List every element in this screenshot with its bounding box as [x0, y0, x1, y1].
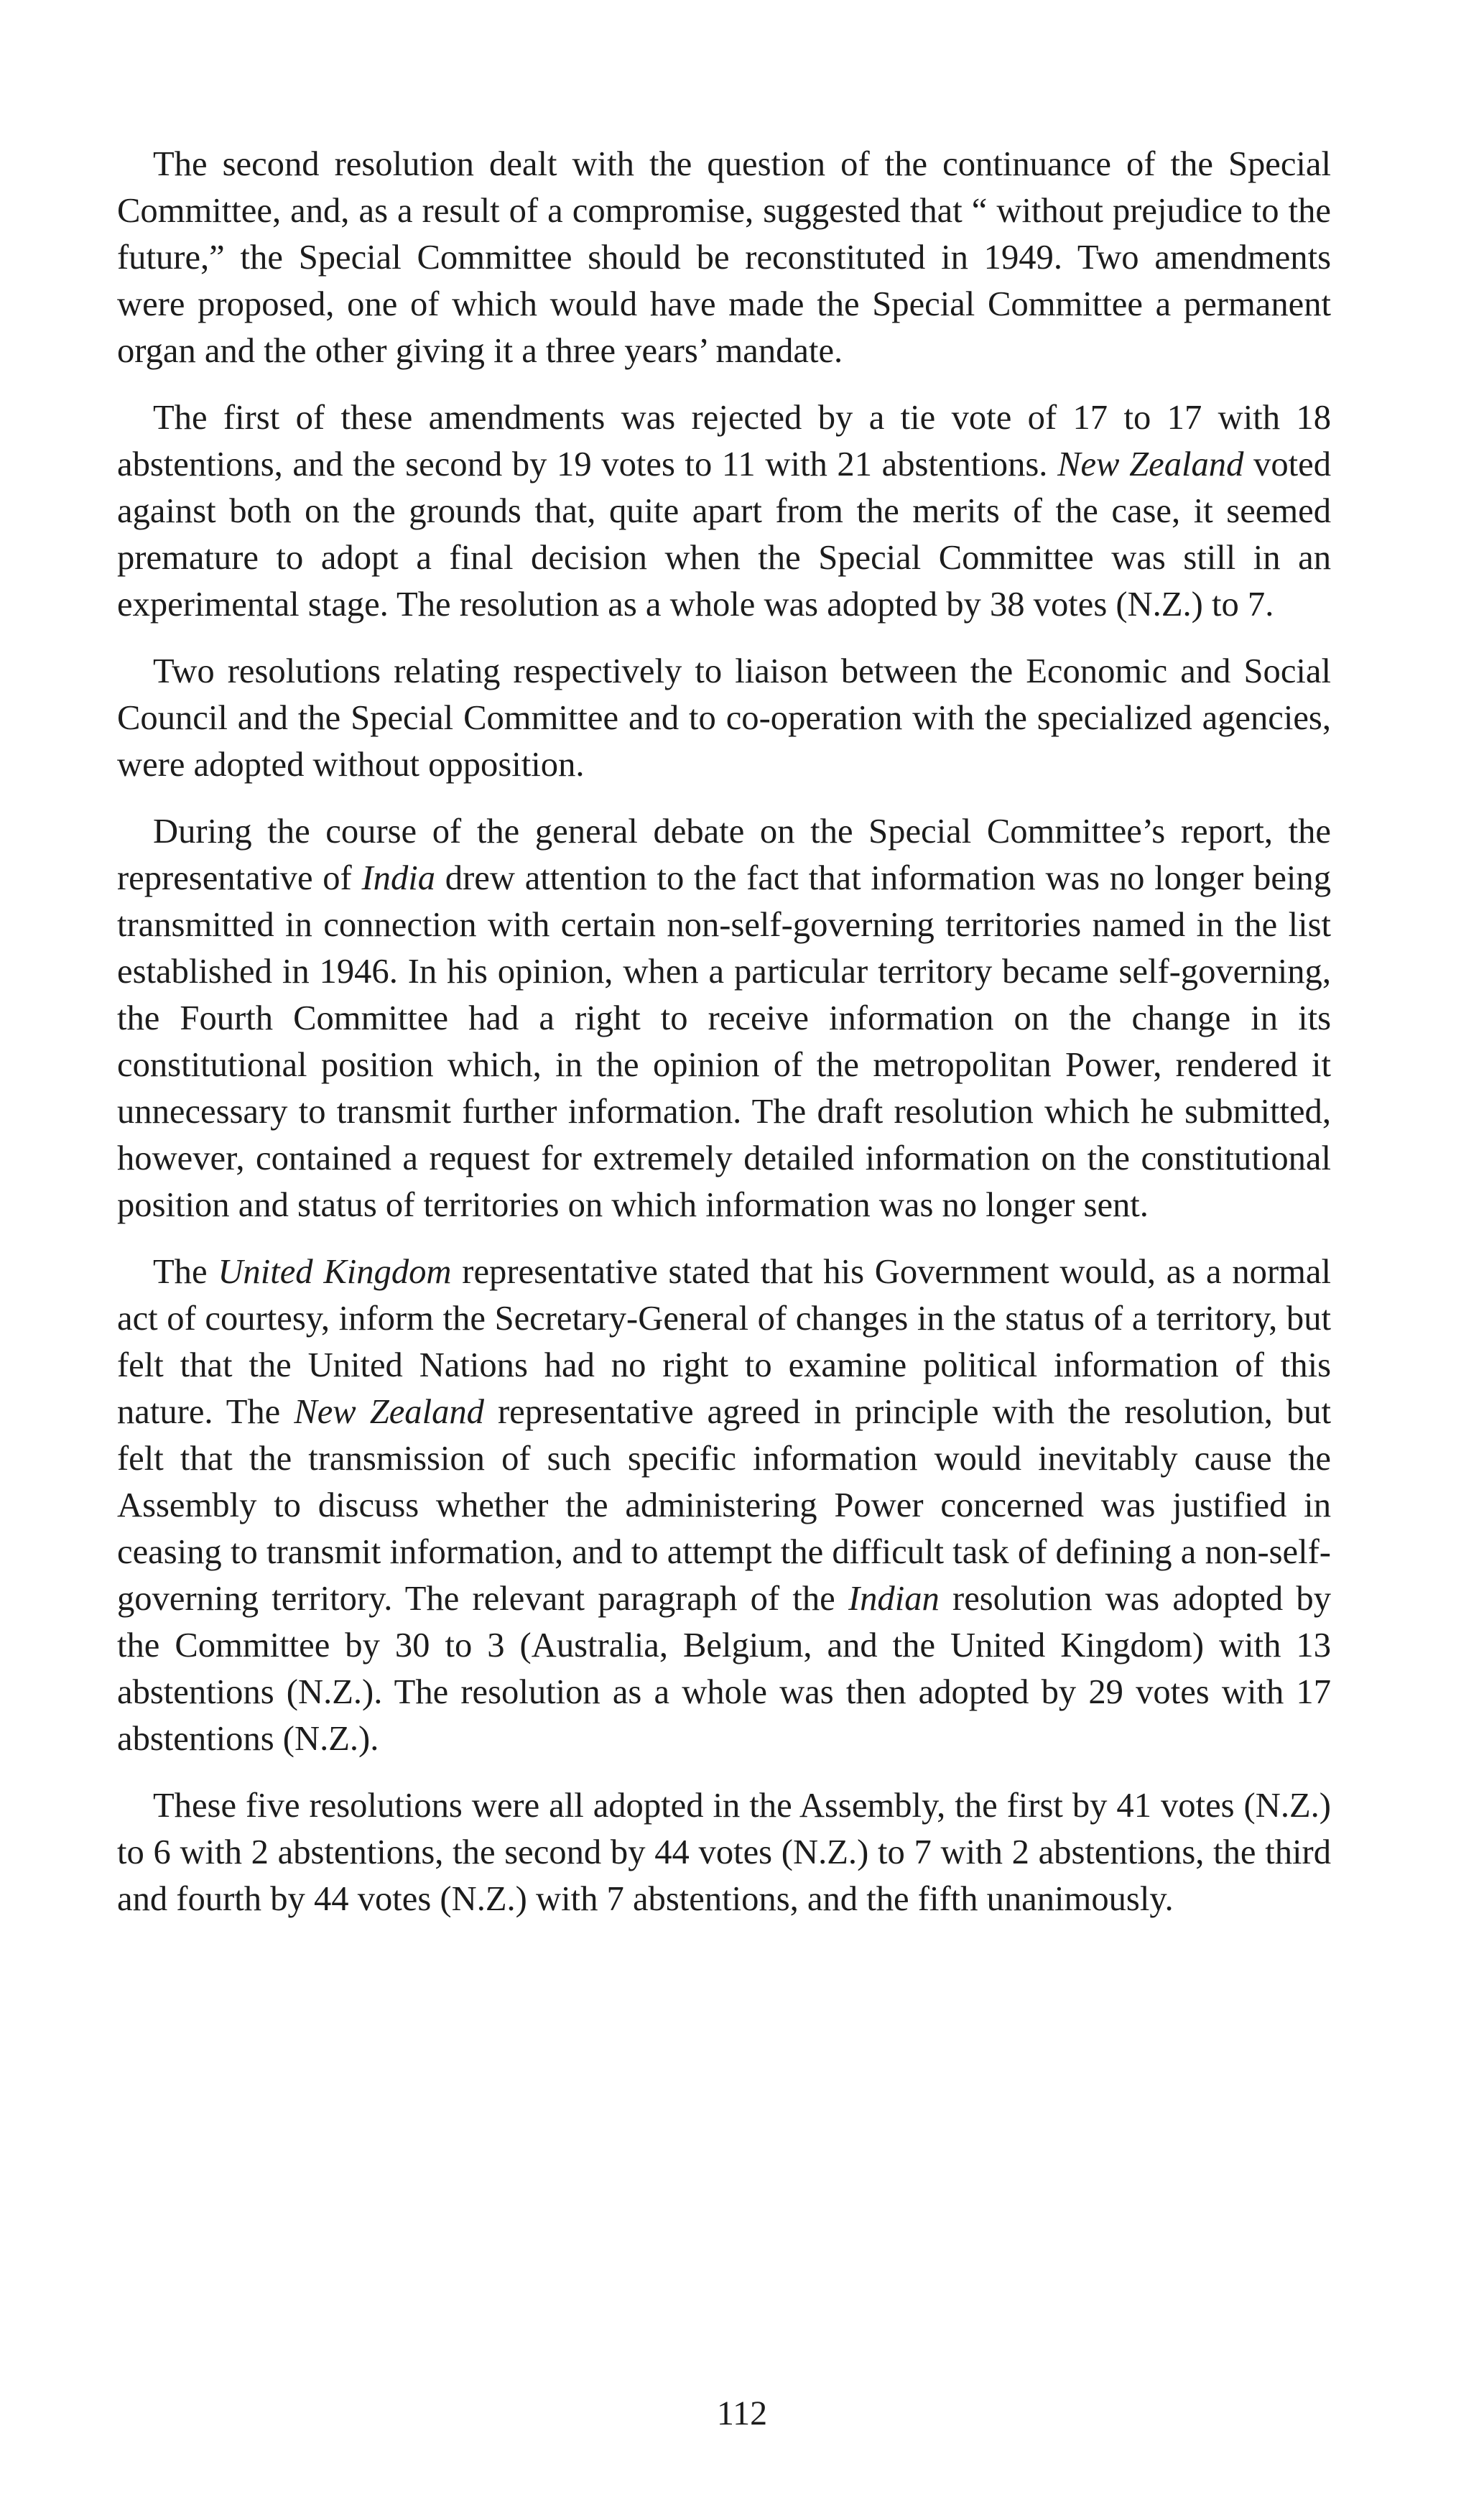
paragraph-text: voted against both on the grounds that, quite apart from the merits of the case, it seemed premature to adopt a final decision when the Special Committee was still in an experimental stage. The resolution as a whole was adopted by 38 votes (N.Z.) to 7. [117, 445, 1332, 624]
paragraph-text: The [153, 1252, 218, 1291]
document-body [117, 141, 1331, 1943]
country-name-italic: United Kingdom [218, 1252, 452, 1291]
page-number: 112 [716, 2394, 768, 2432]
paragraph-assembly-adoption [117, 1782, 1331, 1922]
paragraph-text: Two resolutions relating respectively to liaison between the Economic and Social Council and the Special Committee and to co-operation with the specialized agencies, were adopted without opposition. [117, 652, 1331, 784]
country-name-italic: New Zealand [1057, 445, 1244, 483]
paragraph-text: drew attention to the fact that information was no longer being transmitted in connection with certain non-self-governing territories named in the list established in 1946. In his opinion, when a particular territory became self-governing, the Fourth Committee had a right to receive information on the change in its constitutional position which, in the opinion of the metropolitan Power, rendered it unnecessary to transmit further information. The draft resolution which he submitted, however, contained a request for extremely detailed information on the constitutional position and status of territories on which information was no longer sent. [117, 858, 1331, 1224]
paragraph-text: These five resolutions were all adopted in the Assembly, the first by 41 votes (N.Z.) to 6 with 2 abstentions, the second by 44 votes (N.Z.) to 7 with 2 abstentions, the third and fourth by 44 votes (N.Z.) with 7 abstentions, and the fifth unanimously. [117, 1786, 1331, 1918]
country-name-italic: Indian [848, 1579, 940, 1618]
country-name-italic: New Zealand [294, 1392, 484, 1431]
paragraph-text: representative stated that his Government would, as a normal act of courtesy, inform the Secretary-General of changes in the status of a territory, but felt that the United Nations had no right to examine political information of this nature. The [117, 1252, 1331, 1431]
country-name-italic: India [361, 858, 436, 897]
paragraph-text: During the course of the general debate on the Special Committee’s report, the representative of [117, 812, 1331, 897]
paragraph-text: resolution was adopted by the Committee by 30 to 3 (Australia, Belgium, and the United Kingdom) with 13 abstentions (N.Z.). The resolution as a whole was then adopted by 29 votes with 17 abstentions (N.Z.). [117, 1579, 1332, 1758]
paragraph-text: representative agreed in principle with the resolution, but felt that the transmission of such specific information would inevitably cause the Assembly to discuss whether the administering Power concerned was justified in ceasing to transmit information, and to attempt the difficult task of defining a non-self-governing territory. The relevant paragraph of the [117, 1392, 1332, 1618]
paragraph-liaison-resolutions [117, 648, 1331, 788]
paragraph-second-resolution [117, 141, 1331, 374]
paragraph-amendments-rejected [117, 394, 1331, 628]
paragraph-general-debate [117, 808, 1331, 1228]
paragraph-united-kingdom-position [117, 1249, 1331, 1762]
paragraph-text: The first of these amendments was rejected by a tie vote of 17 to 17 with 18 abstentions, and the second by 19 votes to 11 with 21 abstentions. [117, 398, 1331, 483]
paragraph-text: The second resolution dealt with the question of the continuance of the Special Committee, and, as a result of a compromise, suggested that “ without prejudice to the future,” the Special Committee should be reconstituted in 1949. Two amendments were proposed, one of which would have made the Special Committee a permanent organ and the other giving it a three years’ mandate. [117, 144, 1331, 370]
